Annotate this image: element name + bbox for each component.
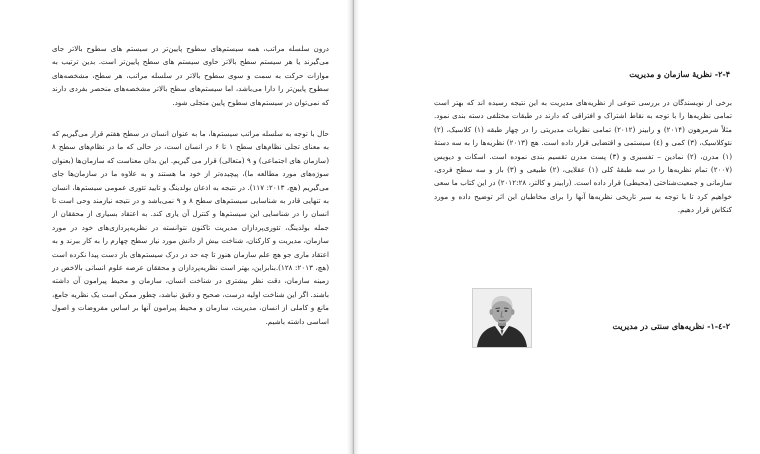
section-heading: ۲-۴- نظریهٔ سازمان و مدیریت <box>629 69 730 79</box>
left-paragraph-2: حال با توجه به سلسله مراتب سیستم‌ها، ما به عنوان انسان در سطح هفتم قرار می‌گیریم که به معنای تجلی نظام‌های سطح ۱ تا ۶ در انسان است، در حالی که ما در نظام‌های سطح ۸ (سازمان های اجتماعی) و ۹ (متعالی) قرار می گیریم. این بدان معناست که سازمان‌ها (بعنوان سوژه‌های مورد مطالعه ما)، پیچیده‌تر از خود ما هستند و به علاوه ما در سازمان‌ها جای می‌گیریم (هچ، ۲۰۱۳: ۱۱۷). در نتیجه به اذعان بولدینگ و تایید تئوری عمومی سیستم‌ها، انسان به تنهایی قادر به شناسایی سیستم‌های سطح ۸ و ۹ نمی‌باشد و در نتیجه نیازمند وحی است تا انسان را در شناسایی این سیستم‌ها و کنترل آن یاری کند. به اعتقاد بسیاری از محققان از جمله بولدینگ، تئوری‌پردازان مدیریت تاکنون نتوانسته در نظریه‌پردازی‌های خود در مورد سازمان، مدیریت و کارکنان، شناخت بیش از دانش مورد نیاز سطح چهارم را به کار ببرند و به اعتقاد ماری جو هچ علم سازمان هنوز تا چه حد در درک سیستم‌های باز دست پیدا نکرده است (هچ، ۲۰۱۳: ۱۲۸).بنابراین، بهتر است نظریه‌پردازان و محققان عرصه علوم انسانی بالاخص در زمینه سازمان، دقت نظر بیشتری در شناخت انسان، سازمان و محیط پیرامون آن داشته باشند. اگر این شناخت اولیه درست، صحیح و دقیق نباشد، چطور ممکن است یک نظریه جامع، مانع و کاملی از انسان، مدیریت، سازمان و محیط پیرامون آنها بر اساس مفروضات و اصول اساسی داشته باشیم. <box>52 129 330 326</box>
subsection-heading: ۲-٤-۱- نظریه‌های سنتی در مدیریت <box>612 321 730 331</box>
gutter-divider <box>353 0 354 454</box>
left-paragraph-1: درون سلسله مراتب، همه سیستم‌های سطوح پایین‌تر در سیستم های سطوح بالاتر جای می‌گیرند یا هر سیستم سطح بالاتر حاوی سیستم های سطح پایین‌تر است. بدین ترتیب به موازات حرکت به سمت و سوی سطوح بالاتر در سلسله مراتب، هر سطح، مشخصه‌های سطوح پایین‌تر را دارا می‌باشد، اما سیستم‌های سطح بالاتر مشخصه‌های منحصر بفردی دارند که نمی‌توان در سیستم‌های سطوح پایین متجلی شود. <box>52 44 329 107</box>
portrait-photo <box>472 288 532 348</box>
left-page <box>0 0 347 454</box>
right-page <box>359 0 760 454</box>
right-paragraph-1: برخی از نویسندگان در بررسی تنوعی از نظریه‌های مدیریت به این نتیجه رسیده اند که بهتر است تمامی نظریه‌ها را با توجه به نقاط اشتراک و افتراقی که دارند در طبقات مختلفی دسته بندی نمود. مثلاً شرمرهون (۲۰۱۴) و رابینز (۲۰۱۲) تمامی نظریات مدیریتی را در چهار طبقه (۱) کلاسیک، (۲) نئوکلاسیک، (۳) کمی و (٤) سیستمی و اقتضایی قرار داده است. هچ (۲۰۱۳) نظریه‌ها را به سه دستهٔ (۱) مدرن، (۲) نمادین – تفسیری و (۳) پست مدرن تقسیم بندی نموده است. اسکات و دیویس (۲۰۰۷) تمام نظریه‌ها را در سه طبقهٔ کلی (۱) عقلایی، (۲) طبیعی و (۳) باز و سه سطح فردی، سازمانی و جمعیت‌شناختی (محیطی) قرار داده است. (رابینز و کالتر، ۲۰۱۲:۲۸) در این کتاب ما سعی خواهیم کرد تا با توجه به سیر تاریخی نظریه‌ها آنها را برای مخاطبان این اثر توضیح داده و مورد کنکاش قرار دهیم. <box>434 98 732 215</box>
